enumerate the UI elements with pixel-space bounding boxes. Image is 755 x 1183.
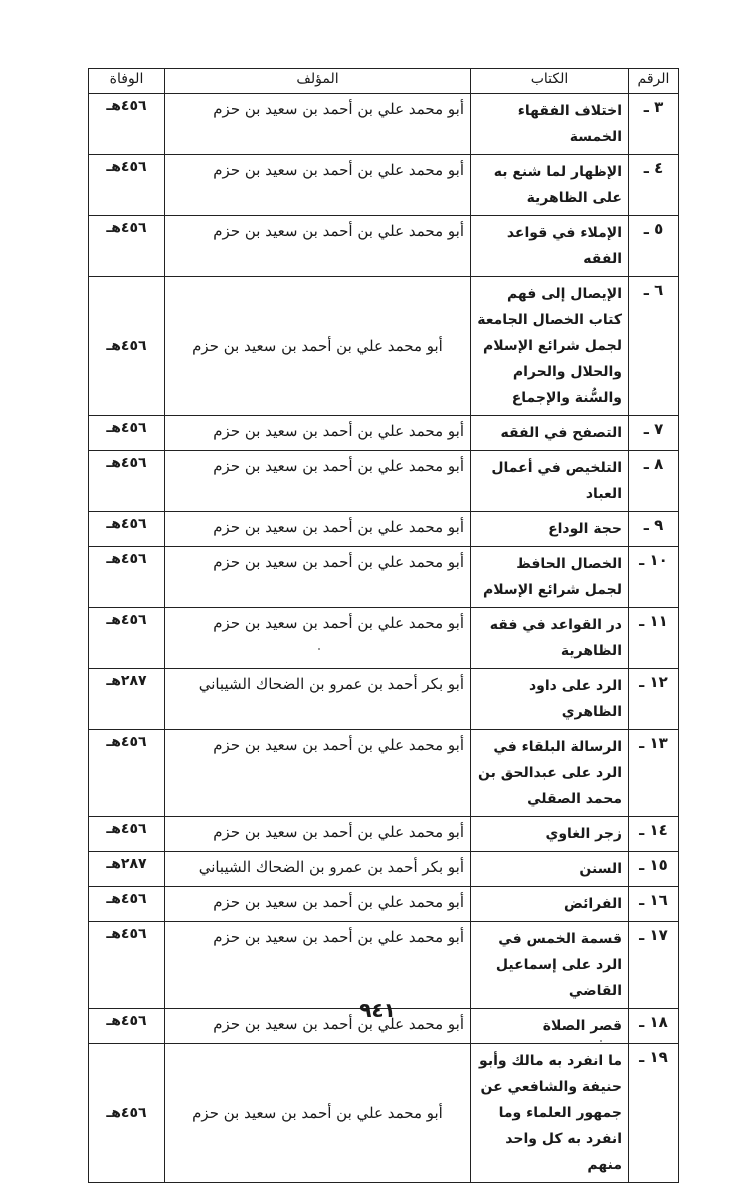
row-death: ٤٥٦هـ xyxy=(89,730,165,817)
row-book: اختلاف الفقهاء الخمسة xyxy=(471,94,629,155)
row-number: ١٦ ـ xyxy=(629,887,679,922)
table-header-row xyxy=(89,69,679,94)
row-number: ٩ ـ xyxy=(629,512,679,547)
row-number: ١٥ ـ xyxy=(629,852,679,887)
row-author: أبو محمد علي بن أحمد بن سعيد بن حزم xyxy=(165,1044,471,1183)
row-author: أبو محمد علي بن أحمد بن سعيد بن حزم xyxy=(165,94,471,155)
table-row xyxy=(89,817,679,852)
row-number: ٣ ـ xyxy=(629,94,679,155)
row-death: ٤٥٦هـ xyxy=(89,817,165,852)
table-row xyxy=(89,1044,679,1183)
row-death: ٤٥٦هـ xyxy=(89,155,165,216)
row-book: قصر الصلاة xyxy=(471,1009,629,1044)
header-death: الوفاة xyxy=(89,69,165,94)
row-death: ٤٥٦هـ xyxy=(89,1044,165,1183)
row-death: ٤٥٦هـ xyxy=(89,608,165,669)
row-author: أبو محمد علي بن أحمد بن سعيد بن حزم xyxy=(165,451,471,512)
row-number: ٨ ـ xyxy=(629,451,679,512)
table-row xyxy=(89,277,679,416)
row-book: الإيصال إلى فهم كتاب الخصال الجامعة لجمل شرائع الإسلام والحلال والحرام والسُّنة والإجماع xyxy=(471,277,629,416)
row-book: الرسالة البلقاء في الرد على عبدالحق بن محمد الصقلي xyxy=(471,730,629,817)
row-number: ١٣ ـ xyxy=(629,730,679,817)
row-author: أبو محمد علي بن أحمد بن سعيد بن حزم xyxy=(165,216,471,277)
row-number: ١٠ ـ xyxy=(629,547,679,608)
row-author: أبو محمد علي بن أحمد بن سعيد بن حزم xyxy=(165,512,471,547)
row-book: الإملاء في قواعد الفقه xyxy=(471,216,629,277)
row-author: أبو محمد علي بن أحمد بن سعيد بن حزم xyxy=(165,730,471,817)
row-book: السنن xyxy=(471,852,629,887)
row-number: ٧ ـ xyxy=(629,416,679,451)
row-book: الإظهار لما شنع به على الظاهرية xyxy=(471,155,629,216)
row-book: الخصال الحافظ لجمل شرائع الإسلام xyxy=(471,547,629,608)
table-row xyxy=(89,512,679,547)
row-author: أبو محمد علي بن أحمد بن سعيد بن حزم xyxy=(165,277,471,416)
row-author: أبو محمد علي بن أحمد بن سعيد بن حزم xyxy=(165,817,471,852)
row-author: أبو محمد علي بن أحمد بن سعيد بن حزم xyxy=(165,547,471,608)
row-number: ١٢ ـ xyxy=(629,669,679,730)
row-book: ما انفرد به مالك وأبو حنيفة والشافعي عن جمهور العلماء وما انفرد به كل واحد منهم xyxy=(471,1044,629,1183)
row-number: ٦ ـ xyxy=(629,277,679,416)
row-number: ١١ ـ xyxy=(629,608,679,669)
row-author: أبو محمد علي بن أحمد بن سعيد بن حزم xyxy=(165,416,471,451)
row-author: أبو محمد علي بن أحمد بن سعيد بن حزم xyxy=(165,608,471,669)
row-book: التصفح في الفقه xyxy=(471,416,629,451)
table-row xyxy=(89,608,679,669)
row-death: ٤٥٦هـ xyxy=(89,277,165,416)
row-number: ١٨ ـ xyxy=(629,1009,679,1044)
row-book: الفرائض xyxy=(471,887,629,922)
row-author: أبو محمد علي بن أحمد بن سعيد بن حزم xyxy=(165,887,471,922)
table-row xyxy=(89,94,679,155)
row-book: زجر الغاوي xyxy=(471,817,629,852)
row-book: الرد على داود الظاهري xyxy=(471,669,629,730)
row-death: ٤٥٦هـ xyxy=(89,451,165,512)
table-row xyxy=(89,887,679,922)
header-book: الكتاب xyxy=(471,69,629,94)
scan-speck xyxy=(600,1040,602,1042)
row-number: ١٩ ـ xyxy=(629,1044,679,1183)
header-author: المؤلف xyxy=(165,69,471,94)
row-death: ٤٥٦هـ xyxy=(89,922,165,1009)
row-number: ١٤ ـ xyxy=(629,817,679,852)
row-death: ٤٥٦هـ xyxy=(89,512,165,547)
scan-speck xyxy=(318,648,320,650)
table-row xyxy=(89,547,679,608)
table-row xyxy=(89,416,679,451)
row-author: أبو محمد علي بن أحمد بن سعيد بن حزم xyxy=(165,155,471,216)
page-number: ٩٤١ xyxy=(359,998,396,1022)
row-death: ٤٥٦هـ xyxy=(89,416,165,451)
table-row xyxy=(89,669,679,730)
row-number: ٥ ـ xyxy=(629,216,679,277)
row-number: ١٧ ـ xyxy=(629,922,679,1009)
row-death: ٤٥٦هـ xyxy=(89,1009,165,1044)
table-row xyxy=(89,155,679,216)
row-death: ٤٥٦هـ xyxy=(89,887,165,922)
row-death: ٢٨٧هـ xyxy=(89,669,165,730)
row-author: أبو محمد علي بن أحمد بن سعيد بن حزم xyxy=(165,1009,471,1044)
row-book: حجة الوداع xyxy=(471,512,629,547)
table-row xyxy=(89,216,679,277)
row-death: ٢٨٧هـ xyxy=(89,852,165,887)
table-row xyxy=(89,451,679,512)
table-row xyxy=(89,730,679,817)
row-book: قسمة الخمس في الرد على إسماعيل القاضي xyxy=(471,922,629,1009)
table-row xyxy=(89,852,679,887)
row-author: أبو بكر أحمد بن عمرو بن الضحاك الشيباني xyxy=(165,852,471,887)
row-author: أبو محمد علي بن أحمد بن سعيد بن حزم xyxy=(165,922,471,1009)
row-author: أبو بكر أحمد بن عمرو بن الضحاك الشيباني xyxy=(165,669,471,730)
table-row xyxy=(89,922,679,1009)
row-death: ٤٥٦هـ xyxy=(89,547,165,608)
row-book: در القواعد في فقه الظاهرية xyxy=(471,608,629,669)
header-number: الرقم xyxy=(629,69,679,94)
row-death: ٤٥٦هـ xyxy=(89,216,165,277)
row-death: ٤٥٦هـ xyxy=(89,94,165,155)
row-book: التلخيص في أعمال العباد xyxy=(471,451,629,512)
row-number: ٤ ـ xyxy=(629,155,679,216)
